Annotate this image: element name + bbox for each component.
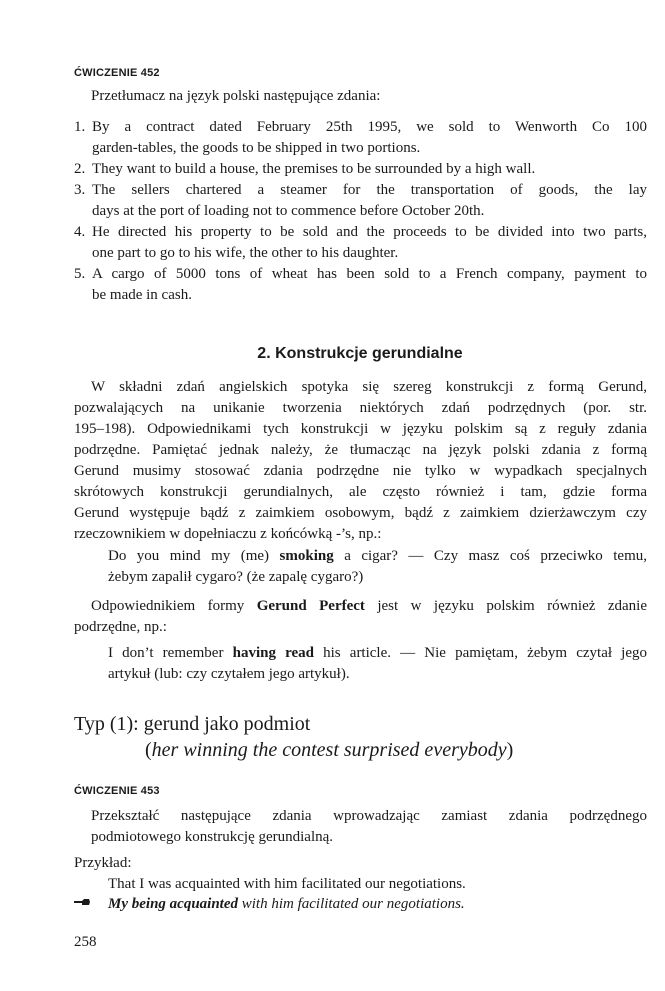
paren-close: ) bbox=[506, 739, 514, 761]
list-item bbox=[74, 264, 647, 306]
list-item bbox=[74, 159, 647, 180]
type-heading: Typ (1): gerund jako podmiot bbox=[74, 713, 311, 735]
instruction-line: podmiotowego konstrukcję gerundialną. bbox=[91, 829, 334, 845]
item-line: By a contract dated February 25th 1995, we sold to Wenworth Co 100 bbox=[92, 119, 647, 135]
paragraph-text: Odpowiednikiem formy bbox=[91, 598, 257, 614]
section-paragraph-2 bbox=[74, 596, 647, 638]
item-number: 4. bbox=[74, 224, 86, 240]
item-number: 3. bbox=[74, 182, 86, 198]
exercise-452-list bbox=[74, 117, 647, 306]
example-line bbox=[108, 643, 647, 664]
exercise-453-instruction bbox=[91, 806, 647, 848]
item-number: 2. bbox=[74, 161, 86, 177]
item-line: The sellers chartered a steamer for the transportation of goods, the lay bbox=[92, 182, 647, 198]
example-text: a cigar? — Czy masz coś przeciwko temu, bbox=[333, 548, 647, 564]
paragraph-line: W składni zdań angielskich spotyka się szereg konstrukcji z formą Gerund, bbox=[91, 379, 647, 395]
paragraph-line bbox=[74, 596, 647, 617]
list-item bbox=[74, 117, 647, 159]
example-bold: smoking bbox=[279, 548, 334, 564]
example-line bbox=[108, 546, 647, 567]
paragraph-text: jest w języku polskim również zdanie bbox=[364, 598, 647, 614]
item-line: be made in cash. bbox=[92, 287, 192, 303]
paragraph-line: podrzędne, np.: bbox=[74, 619, 167, 635]
paragraph-line: pozwalających na unikanie tworzenia niektórych zdań podrzędnych (por. str. bbox=[74, 400, 647, 416]
item-line: He directed his property to be sold and the proceeds to be divided into two parts, bbox=[92, 224, 647, 240]
page-number: 258 bbox=[74, 934, 97, 950]
paragraph-line: Gerund występuje bądź z zaimkiem osobowym, bądź z zaimkiem dzierżawczym czy bbox=[74, 505, 647, 521]
paragraph-line: Gerund musimy stosować zdania podrzędne nie tylko w wypadkach specjalnych bbox=[74, 463, 647, 479]
paragraph-bold: Gerund Perfect bbox=[256, 598, 365, 614]
item-line: A cargo of 5000 tons of wheat has been sold to a French company, payment to bbox=[92, 266, 647, 282]
example-line: żebym zapalił cygaro? (że zapalę cygaro?) bbox=[108, 569, 364, 585]
answer-text: with him facilitated our negotiations. bbox=[238, 896, 465, 912]
item-number: 5. bbox=[74, 266, 86, 282]
item-line: garden-tables, the goods to be shipped in two portions. bbox=[92, 140, 421, 156]
exercise-452-heading: ĆWICZENIE 452 bbox=[74, 67, 160, 79]
exercise-452-instruction: Przetłumacz na język polski następujące zdania: bbox=[91, 88, 381, 104]
list-item bbox=[74, 180, 647, 222]
item-line: days at the port of loading not to commence before October 20th. bbox=[92, 203, 485, 219]
example-text: his article. — Nie pamiętam, żebym czytał jego bbox=[314, 645, 647, 661]
type-example bbox=[145, 739, 513, 762]
paren-open: ( bbox=[145, 739, 152, 761]
answer-bold: My being acquainted bbox=[108, 896, 238, 912]
example-2 bbox=[108, 643, 647, 685]
item-number: 1. bbox=[74, 119, 86, 135]
example-label: Przykład: bbox=[74, 855, 132, 871]
example-line: artykuł (lub: czy czytałem jego artykuł). bbox=[108, 666, 350, 682]
paragraph-line: rzeczownikiem w dopełniaczu z końcówką -’s, np.: bbox=[74, 526, 382, 542]
pointing-hand-icon bbox=[73, 897, 91, 907]
item-line: one part to go to his wife, the other to his daughter. bbox=[92, 245, 399, 261]
example-text: Do you mind my (me) bbox=[108, 548, 280, 564]
example-bold: having read bbox=[232, 645, 314, 661]
item-line: They want to build a house, the premises to be surrounded by a high wall. bbox=[92, 161, 536, 177]
type-example-text: her winning the contest surprised everybody bbox=[151, 739, 507, 761]
paragraph-line: podrzędne. Pamiętać jednak należy, że tłumacząc na język polski zdania z formą bbox=[74, 442, 647, 458]
list-item bbox=[74, 222, 647, 264]
exercise-453-heading: ĆWICZENIE 453 bbox=[74, 785, 160, 797]
section-title: 2. Konstrukcje gerundialne bbox=[257, 345, 463, 362]
paragraph-line: 195–198). Odpowiednikami tych konstrukcji w języku polskim są z reguły zdania bbox=[74, 421, 647, 437]
section-paragraph-1 bbox=[74, 377, 647, 545]
example-1 bbox=[108, 546, 647, 588]
paragraph-line: skrótowych konstrukcji gerundialnych, ale często również i tam, gdzie forma bbox=[74, 484, 647, 500]
instruction-line: Przekształć następujące zdania wprowadzając zamiast zdania podrzędnego bbox=[91, 808, 647, 824]
example-text: I don’t remember bbox=[108, 645, 233, 661]
example-answer bbox=[108, 894, 465, 915]
example-sentence: That I was acquainted with him facilitated our negotiations. bbox=[108, 876, 466, 892]
